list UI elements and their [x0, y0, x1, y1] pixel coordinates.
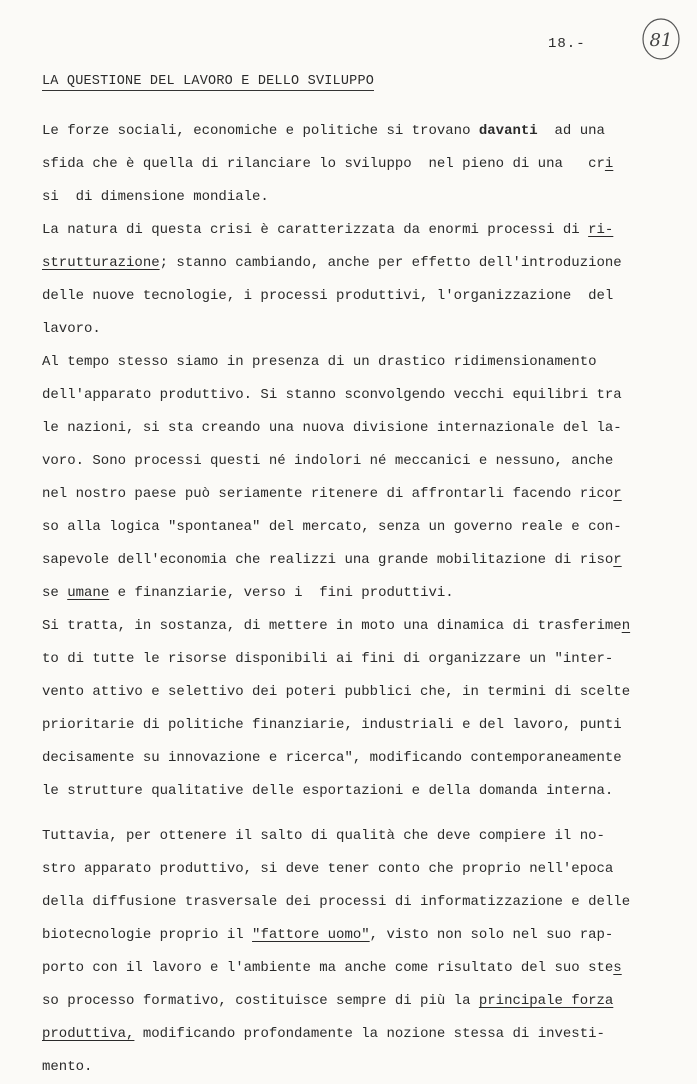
text-segment: della diffusione trasversale dei processi di informatizzazione e delle — [42, 894, 631, 910]
text-segment: principale forza — [478, 993, 614, 1009]
text-segment: decisamente su innovazione e ricerca", modificando contemporaneamente — [42, 750, 622, 766]
text-segment: si di dimensione mondiale. — [42, 189, 269, 205]
text-line — [42, 313, 642, 346]
text-segment: vento attivo e selettivo dei poteri pubblici che, in termini di scelte — [42, 684, 631, 700]
text-segment: ri- — [588, 222, 614, 238]
text-segment: prioritarie di politiche finanziarie, industriali e del lavoro, punti — [42, 717, 622, 733]
text-segment: so processo formativo, costituisce sempre di più la — [42, 993, 479, 1009]
text-line — [42, 709, 642, 742]
text-segment: Si tratta, in sostanza, di mettere in moto una dinamica di trasferime — [42, 618, 622, 634]
text-segment: produttiva, — [42, 1026, 135, 1042]
text-line — [42, 919, 642, 952]
text-segment: La natura di questa crisi è caratterizzata da enormi processi di — [42, 222, 589, 238]
text-segment: porto con il lavoro e l'ambiente ma anche come risultato del suo ste — [42, 960, 614, 976]
text-segment: strutturazione — [42, 255, 160, 271]
text-line — [42, 1051, 642, 1084]
text-line — [42, 445, 642, 478]
text-line — [42, 478, 642, 511]
text-line — [42, 742, 642, 775]
text-segment: Le forze sociali, economiche e politiche si trovano — [42, 123, 479, 139]
document-title: LA QUESTIONE DEL LAVORO E DELLO SVILUPPO — [42, 74, 375, 89]
text-segment: voro. Sono processi questi né indolori né meccanici e nessuno, anche — [42, 453, 614, 469]
text-segment: to di tutte le risorse disponibili ai fini di organizzare un "inter- — [42, 651, 614, 667]
text-segment: mento. — [42, 1059, 93, 1075]
text-line — [42, 676, 642, 709]
text-segment: e finanziarie, verso i fini produttivi. — [109, 585, 454, 601]
text-segment: stro apparato produttivo, si deve tener conto che proprio nell'epoca — [42, 861, 614, 877]
text-line — [42, 280, 642, 313]
text-line — [42, 214, 642, 247]
text-line — [42, 412, 642, 445]
text-segment: so alla logica "spontanea" del mercato, senza un governo reale e con- — [42, 519, 622, 535]
text-line — [42, 1018, 642, 1051]
text-segment: umane — [67, 585, 110, 601]
text-segment: n — [621, 618, 631, 634]
text-segment: Al tempo stesso siamo in presenza di un drastico ridimensionamento — [42, 354, 597, 370]
text-line — [42, 610, 642, 643]
text-segment: , visto non solo nel suo rap- — [369, 927, 614, 943]
text-line — [42, 643, 642, 676]
text-line — [42, 820, 642, 853]
text-segment: modificando profondamente la nozione stessa di investi- — [134, 1026, 605, 1042]
text-segment: Tuttavia, per ottenere il salto di qualità che deve compiere il no- — [42, 828, 605, 844]
text-line — [42, 511, 642, 544]
text-segment: dell'apparato produttivo. Si stanno sconvolgendo vecchi equilibri tra — [42, 387, 622, 403]
text-line — [42, 952, 642, 985]
text-line — [42, 346, 642, 379]
text-line — [42, 577, 642, 610]
text-line — [42, 247, 642, 280]
text-segment: s — [613, 960, 622, 976]
text-line — [42, 853, 642, 886]
text-segment: delle nuove tecnologie, i processi produttivi, l'organizzazione del — [42, 288, 614, 304]
text-segment: nel nostro paese può seriamente ritenere di affrontarli facendo rico — [42, 486, 614, 502]
text-segment: davanti — [478, 123, 538, 139]
text-segment: lavoro. — [42, 321, 101, 337]
text-segment: le nazioni, si sta creando una nuova divisione internazionale del la- — [42, 420, 622, 436]
text-line — [42, 115, 642, 148]
text-line — [42, 148, 642, 181]
text-segment: i — [604, 156, 614, 172]
text-segment: le strutture qualitative delle esportazioni e della domanda interna. — [42, 783, 614, 799]
text-segment: se — [42, 585, 68, 601]
text-segment: sapevole dell'economia che realizzi una grande mobilitazione di riso — [42, 552, 614, 568]
text-segment: biotecnologie proprio il — [42, 927, 253, 943]
page-stamp-circle — [640, 14, 682, 62]
text-line — [42, 775, 642, 808]
stamp-number: 81 — [649, 30, 673, 51]
text-segment: r — [613, 486, 622, 502]
text-segment: ; stanno cambiando, anche per effetto dell'introduzione — [159, 255, 622, 271]
text-line — [42, 181, 642, 214]
body-block-1 — [42, 115, 642, 808]
text-line — [42, 544, 642, 577]
text-line — [42, 886, 642, 919]
text-segment: ad una — [537, 123, 605, 139]
text-segment: sfida che è quella di rilanciare lo sviluppo nel pieno di una cr — [42, 156, 605, 172]
text-line — [42, 985, 642, 1018]
page-number: 18.- — [548, 36, 586, 52]
text-line — [42, 379, 642, 412]
text-segment: "fattore uomo" — [252, 927, 370, 943]
text-segment: r — [613, 552, 622, 568]
body-block-2 — [42, 820, 642, 1084]
